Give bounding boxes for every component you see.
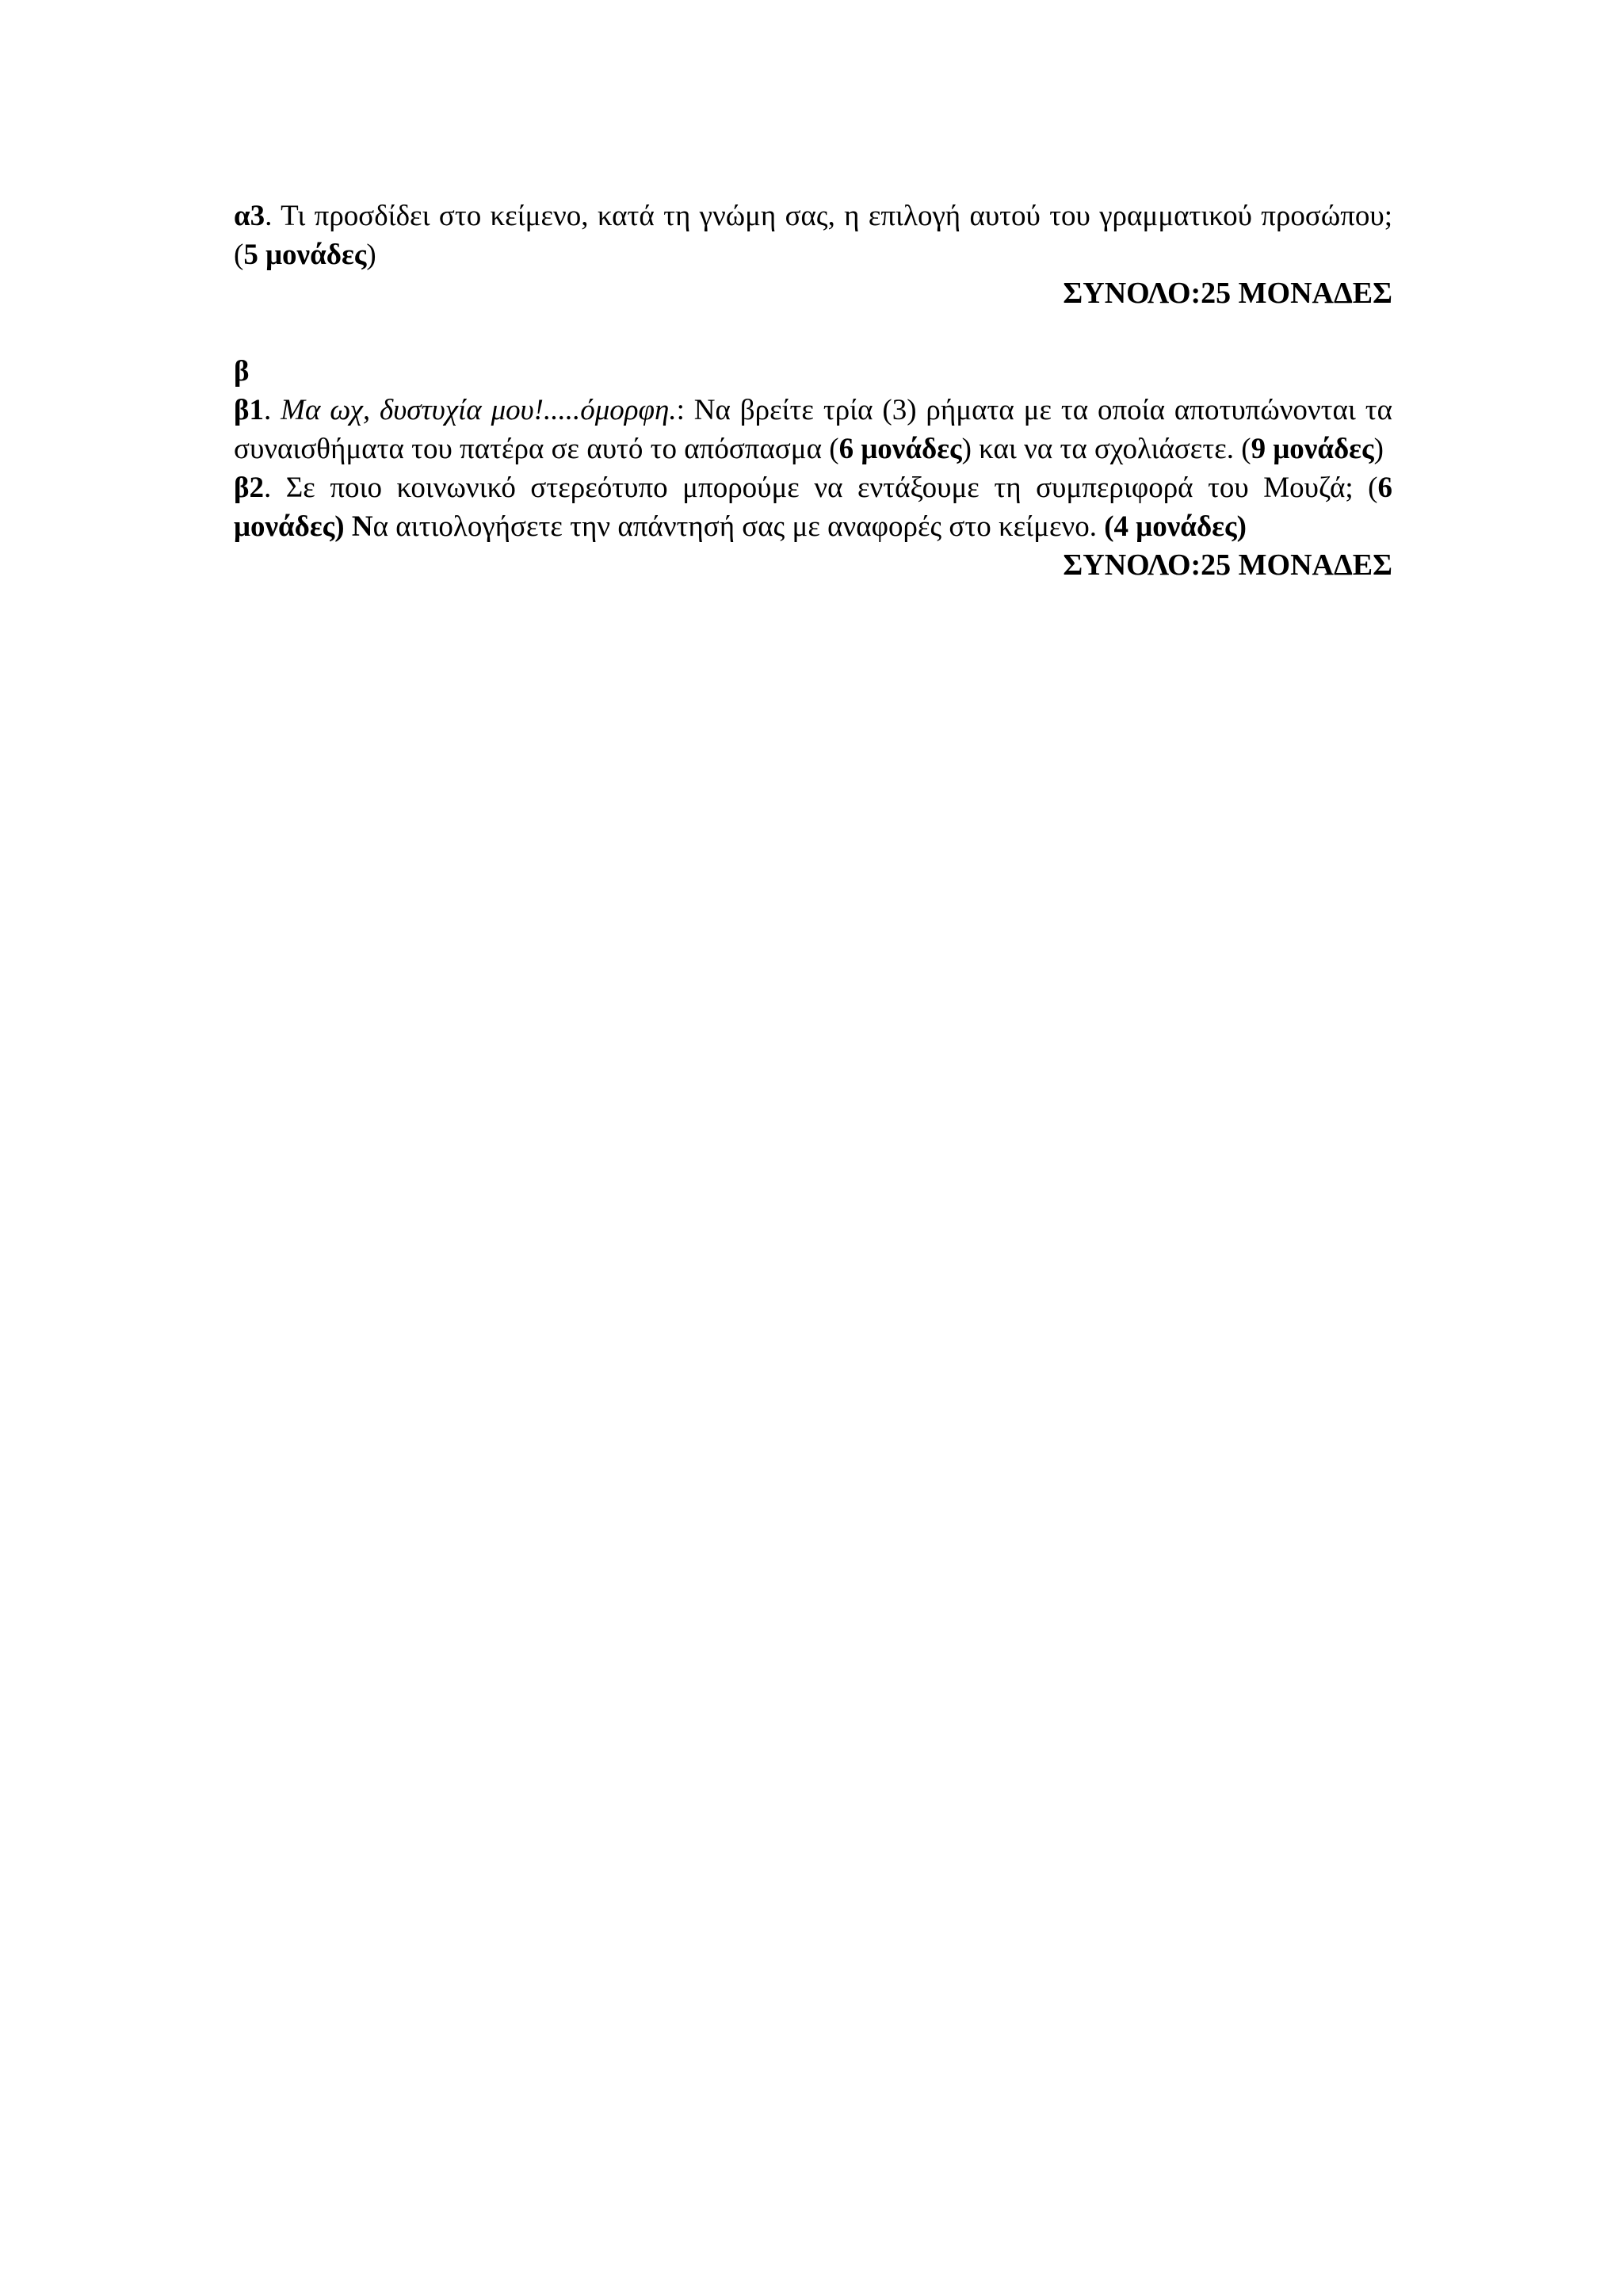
- spacer: [234, 313, 1392, 352]
- question-b1: [234, 391, 1392, 468]
- section-heading-label: β: [234, 355, 250, 388]
- question-b2: [234, 468, 1392, 546]
- points-label: 6 μονάδες): [234, 472, 1392, 543]
- question-text: ): [1373, 433, 1384, 465]
- section-total: ΣΥΝΟΛΟ:25 ΜΟΝΑΔΕΣ: [1063, 277, 1392, 310]
- section-heading: [234, 352, 1392, 391]
- quoted-excerpt: Μα ωχ, δυστυχία μου!.....όμορφη.: [281, 394, 677, 426]
- question-a3: [234, 197, 1392, 274]
- question-label: β2: [234, 472, 264, 504]
- question-text: α αιτιολογήσετε την απάντησή σας με αναφορές στο κείμενο.: [372, 510, 1105, 543]
- question-text: ): [366, 239, 376, 271]
- question-text: : Να βρείτε τρία (3) ρήματα με τα οποία αποτυπώνονται τα συναισθήματα του πατέρα σε αυτό το απόσπασμα (: [234, 394, 1392, 465]
- question-text: [345, 510, 352, 543]
- question-text: .: [264, 394, 281, 426]
- question-text: . Τι προσδίδει στο κείμενο, κατά τη γνώμη σας, η επιλογή αυτού του γραμματικού προσώπου; (: [234, 200, 1392, 271]
- question-text: . Σε ποιο κοινωνικό στερεότυπο μπορούμε να εντάξουμε τη συμπεριφορά του Μουζά; (: [264, 472, 1378, 504]
- page-content: [234, 197, 1392, 585]
- question-text: ) και να τα σχολιάσετε. (: [961, 433, 1251, 465]
- bold-letter: Ν: [351, 510, 373, 543]
- question-label: α3: [234, 200, 265, 232]
- section-total: ΣΥΝΟΛΟ:25 ΜΟΝΑΔΕΣ: [1063, 548, 1392, 582]
- question-label: β1: [234, 394, 264, 426]
- points-label: 6 μονάδες: [838, 433, 962, 465]
- points-label: (4 μονάδες): [1104, 510, 1247, 543]
- points-label: 5 μονάδες: [243, 239, 367, 271]
- points-label: 9 μονάδες: [1251, 433, 1374, 465]
